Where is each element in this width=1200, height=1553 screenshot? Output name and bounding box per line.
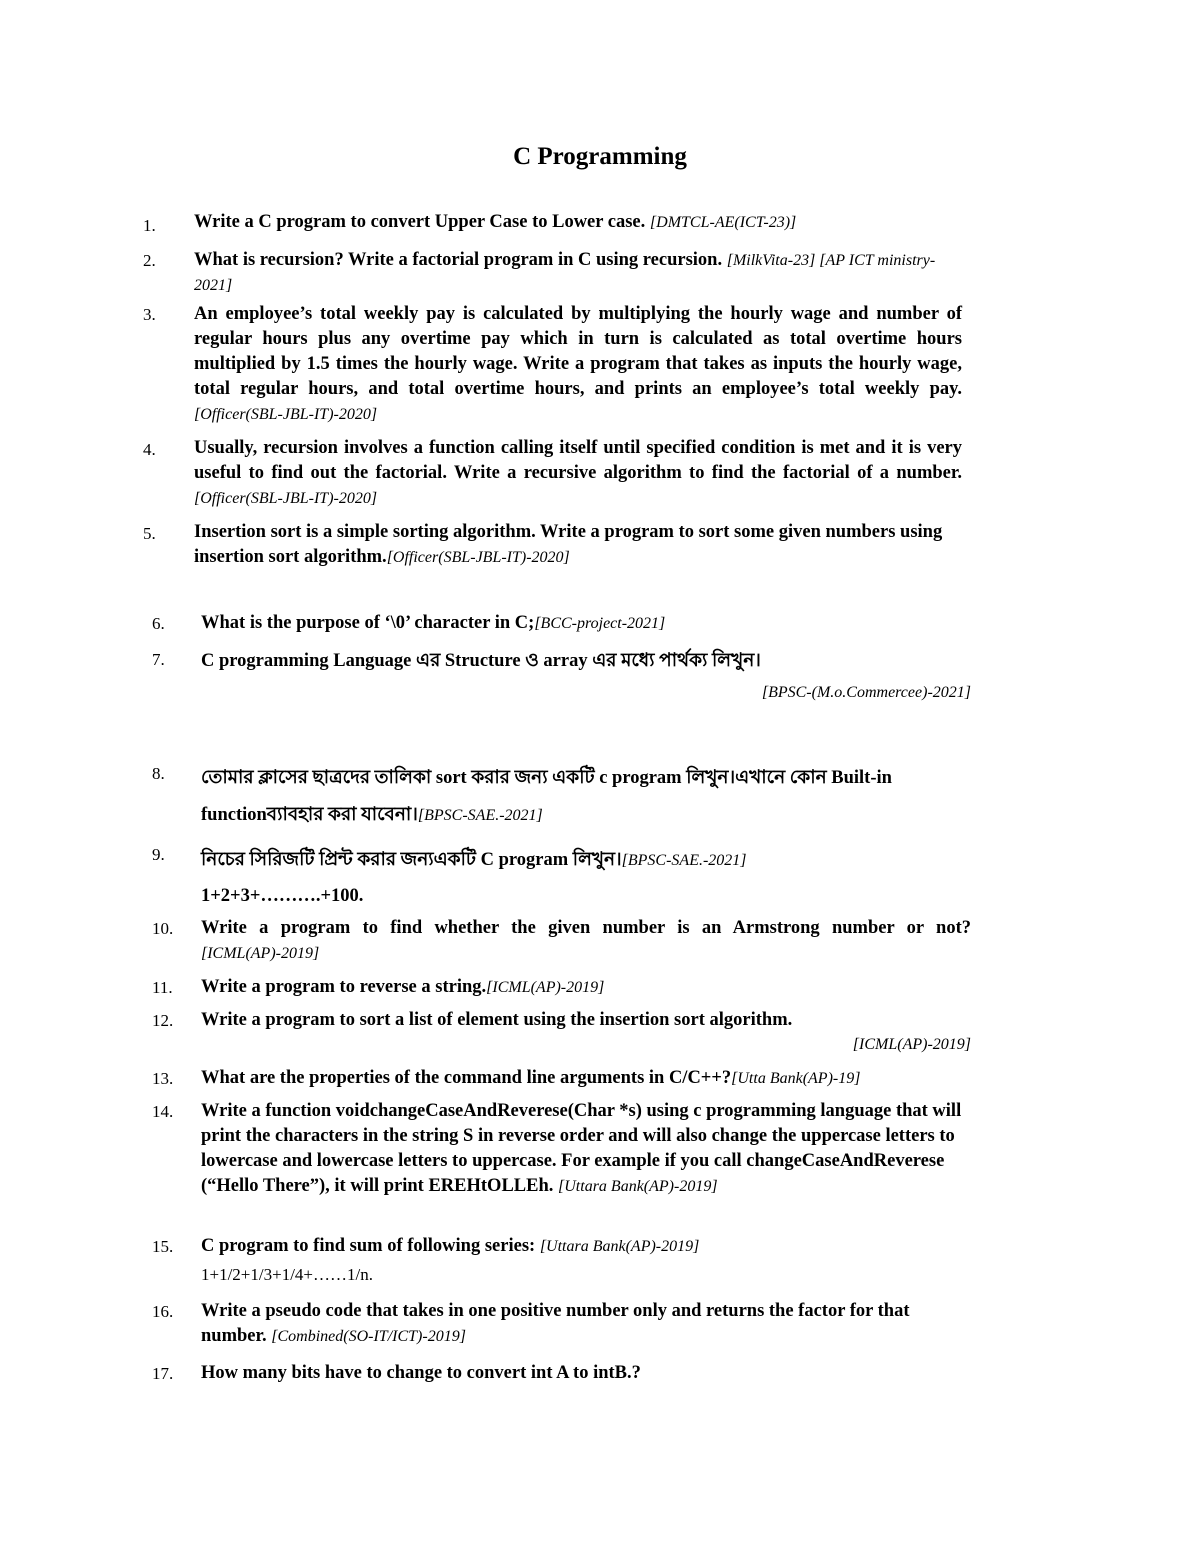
item-number: 3. <box>143 305 156 324</box>
question-source: [BPSC-SAE.-2021] <box>417 807 543 824</box>
question-body: Write a program to reverse a string. <box>201 977 487 997</box>
question-body: Write a C program to convert Upper Case to Lower case. <box>194 212 650 232</box>
item-number: 12. <box>152 1011 174 1030</box>
question-text <box>201 916 971 966</box>
question-body: নিচের সিরিজটি প্রিন্ট করার জন্যএকটি C program লিখুন। <box>201 850 622 870</box>
question-text: Write a program to sort a list of element using the insertion sort algorithm. <box>201 1010 793 1030</box>
question-body: Write a pseudo code that takes in one positive number only and returns the factor for that number. <box>201 1301 910 1346</box>
question-text <box>201 1066 976 1091</box>
item-number: 1. <box>143 216 156 235</box>
question-source: [Officer(SBL-JBL-IT)-2020] <box>386 549 570 566</box>
question-text: How many bits have to change to convert int A to intB.? <box>201 1363 641 1383</box>
item-number: 6. <box>152 614 165 633</box>
question-text <box>194 520 954 570</box>
question-text <box>201 1099 966 1199</box>
item-number: 14. <box>152 1102 174 1121</box>
question-body: Usually, recursion involves a function calling itself until specified condition is met and it is very useful to find out the factorial. Write a recursive algorithm to find the factorial of a number. <box>194 438 962 483</box>
question-body: What are the properties of the command line arguments in C/C++? <box>201 1068 732 1088</box>
question-source: [DMTCL-AE(ICT-23)] <box>649 214 797 231</box>
question-source: [Uttara Bank(AP)-2019] <box>539 1238 700 1255</box>
question-text: C programming Language এর Structure ও array এর মধ্যে পার্থক্য লিখুন। <box>201 651 761 671</box>
series-expression: 1+2+3+……….+100. <box>201 886 364 906</box>
question-source: [BPSC-(M.o.Commercee)-2021] <box>761 684 971 701</box>
item-number: 9. <box>152 845 165 864</box>
item-number: 8. <box>152 764 165 783</box>
question-text: তোমার ক্লাসের ছাত্রদের তালিকা sort করার জন্য একটি c program লিখুন।এখানে কোন Built-in <box>201 768 892 788</box>
item-number: 2. <box>143 251 156 270</box>
question-text <box>194 302 962 427</box>
item-number: 5. <box>143 524 156 543</box>
question-source: [Utta Bank(AP)-19] <box>731 1070 861 1087</box>
question-text <box>201 1234 971 1259</box>
question-body: An employee’s total weekly pay is calculated by multiplying the hourly wage and number of regular hours plus any overtime pay which in turn is calculated as total overtime hours multiplied by 1.5 times the hourly wage. Write a program that takes as inputs the hourly wage, total regular hours, and total overtime hours, and prints an employee’s total weekly pay. <box>194 304 962 399</box>
question-source: [Officer(SBL-JBL-IT)-2020] <box>194 490 378 507</box>
series-expression: 1+1/2+1/3+1/4+……1/n. <box>201 1265 373 1284</box>
question-text <box>201 975 971 1000</box>
question-body: Write a function voidchangeCaseAndReverese(Char *s) using c programming language that will print the characters in the string S in reverse order and will also change the uppercase letters to lowercase and lowercase letters to uppercase. For example if you call changeCaseAndReverese (“Hello There”), it will print EREHtOLLEh. <box>201 1101 962 1196</box>
question-body: C program to find sum of following series: <box>201 1236 540 1256</box>
item-number: 17. <box>152 1364 174 1383</box>
item-number: 7. <box>152 650 165 669</box>
question-body: Insertion sort is a simple sorting algorithm. Write a program to sort some given numbers using insertion sort algorithm. <box>194 522 943 567</box>
question-source: [ICML(AP)-2019] <box>486 979 605 996</box>
item-number: 16. <box>152 1302 174 1321</box>
question-body: functionব্যাবহার করা যাবেনা। <box>201 805 418 825</box>
question-text <box>201 611 971 636</box>
question-source: [MilkVita-23] [AP ICT ministry-2021] <box>194 252 936 294</box>
question-text-continued <box>201 803 971 828</box>
item-number: 11. <box>152 978 173 997</box>
page-title: C Programming <box>513 143 687 170</box>
question-text <box>201 1299 971 1349</box>
question-source: [ICML(AP)-2019] <box>201 945 320 962</box>
item-number: 4. <box>143 440 156 459</box>
question-source: [Combined(SO-IT/ICT)-2019] <box>271 1328 466 1345</box>
question-text <box>194 248 964 298</box>
question-source: [Officer(SBL-JBL-IT)-2020] <box>194 406 378 423</box>
question-body: Write a program to find whether the given number is an Armstrong number or not? <box>201 918 971 938</box>
question-body: What is recursion? Write a factorial program in C using recursion. <box>194 250 727 270</box>
question-body: What is the purpose of ‘\0’ character in C; <box>201 613 535 633</box>
question-source: [ICML(AP)-2019] <box>852 1036 971 1053</box>
item-number: 15. <box>152 1237 174 1256</box>
item-number: 10. <box>152 919 174 938</box>
question-text <box>194 210 974 235</box>
question-source: [BCC-project-2021] <box>534 615 666 632</box>
question-text <box>194 436 962 511</box>
question-source: [Uttara Bank(AP)-2019] <box>558 1178 718 1195</box>
question-source: [BPSC-SAE.-2021] <box>621 852 747 869</box>
question-text <box>201 848 971 873</box>
item-number: 13. <box>152 1069 174 1088</box>
